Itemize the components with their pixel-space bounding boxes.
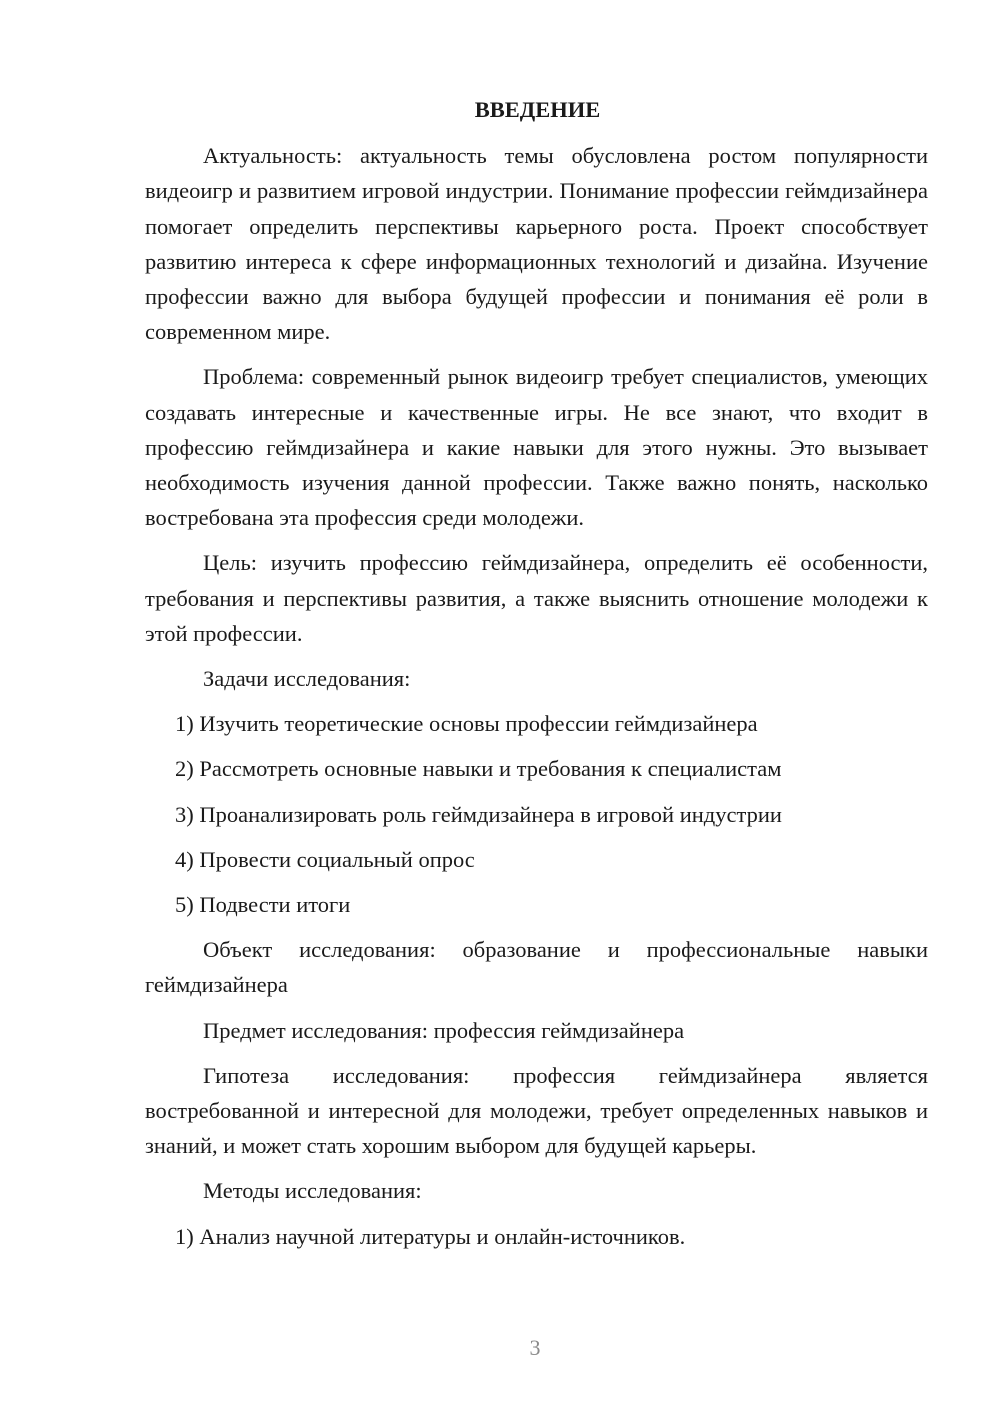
task-item: 1) Изучить теоретические основы профессии геймдизайнера: [175, 711, 758, 737]
hypothesis-paragraph: Гипотеза исследования: профессия геймдизайнера является востребованной и интересной для молодежи, требует определенных навыков и знаний, и может стать хорошим выбором для будущей карьеры.: [145, 1062, 928, 1159]
tasks-heading: Задачи исследования:: [203, 666, 411, 692]
task-item: 3) Проанализировать роль геймдизайнера в игровой индустрии: [175, 801, 782, 827]
section-title: ВВЕДЕНИЕ: [474, 97, 601, 122]
object-paragraph: Объект исследования: образование и профессиональные навыки геймдизайнера: [145, 937, 928, 998]
method-item: 1) Анализ научной литературы и онлайн-источников.: [175, 1223, 686, 1249]
page-content: [145, 92, 928, 1264]
problem-paragraph: Проблема: современный рынок видеоигр требует специалистов, умеющих создавать интересные и качественные игры. Не все знают, что входит в профессию геймдизайнера и какие навыки для этого нужны. Это вызывает необходимость изучения данной профессии. Также важно понять, насколько востребована эта профессия среди молодежи.: [145, 364, 928, 531]
task-item: 5) Подвести итоги: [175, 892, 351, 918]
task-item: 4) Провести социальный опрос: [175, 846, 475, 872]
subject-line: Предмет исследования: профессия геймдизайнера: [203, 1017, 685, 1043]
task-item: 2) Рассмотреть основные навыки и требования к специалистам: [175, 756, 782, 782]
page-number: 3: [529, 1335, 541, 1360]
methods-heading: Методы исследования:: [203, 1178, 422, 1204]
relevance-paragraph: Актуальность: актуальность темы обусловлена ростом популярности видеоигр и развитием игровой индустрии. Понимание профессии геймдизайнера помогает определить перспективы карьерного роста. Проект способствует развитию интереса к сфере информационных технологий и дизайна. Изучение профессии важно для выбора будущей профессии и понимания её роли в современном мире.: [145, 143, 928, 345]
goal-paragraph: Цель: изучить профессию геймдизайнера, определить её особенности, требования и перспективы развития, а также выяснить отношение молодежи к этой профессии.: [145, 550, 928, 646]
